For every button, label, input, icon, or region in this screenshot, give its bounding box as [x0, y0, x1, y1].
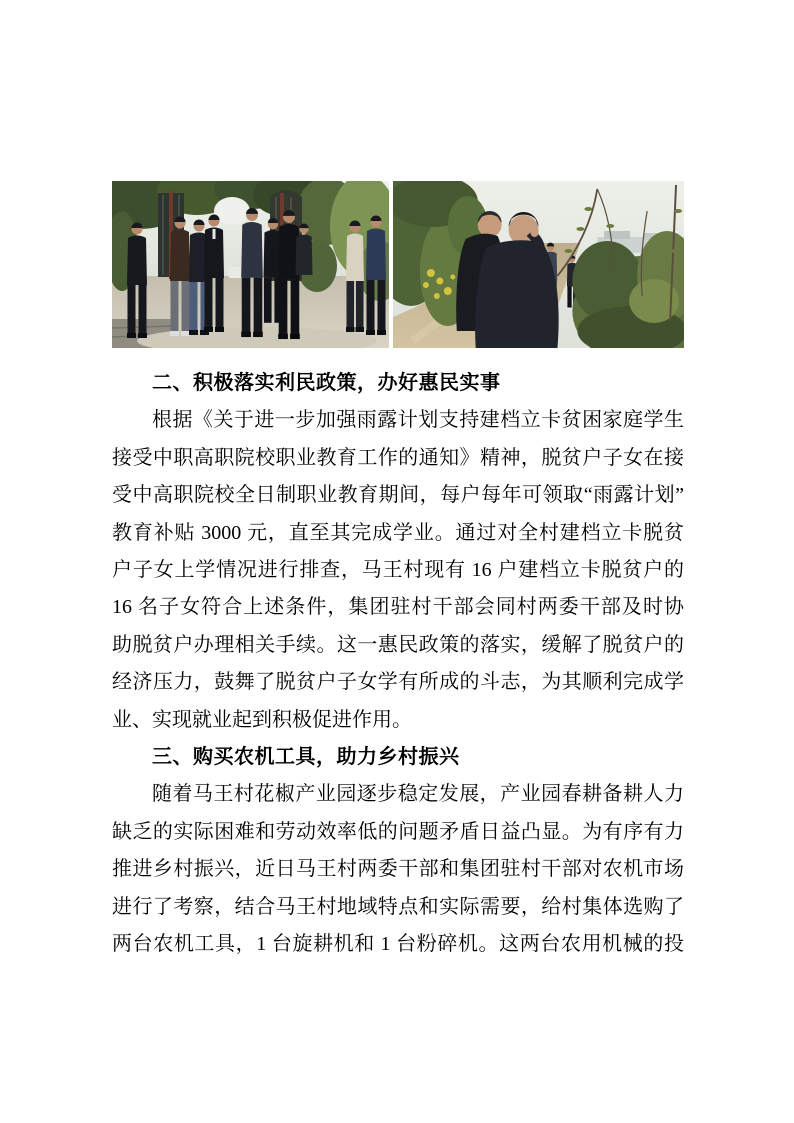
paragraph-line: 经济压力，鼓舞了脱贫户子女学有所成的斗志，为其顺利完成学 — [112, 671, 684, 694]
document-body — [112, 365, 684, 963]
paragraph-line: 接受中职高职院校职业教育工作的通知》精神，脱贫户子女在接 — [112, 446, 684, 469]
paragraph-line: 助脱贫户办理相关手续。这一惠民政策的落实，缓解了脱贫户的 — [112, 633, 684, 656]
paragraph-line: 受中高职院校全日制职业教育期间，每户每年可领取“雨露计划” — [112, 484, 684, 507]
paragraph-line: 缺乏的实际困难和劳动效率低的问题矛盾日益凸显。为有序有力 — [112, 820, 684, 843]
paragraph-line: 教育补贴 3000 元，直至其完成学业。通过对全村建档立卡脱贫 — [112, 521, 684, 544]
paragraph-line: 16 名子女符合上述条件，集团驻村干部会同村两委干部及时协 — [112, 596, 684, 619]
photo-row — [112, 181, 684, 348]
paragraph-line: 推进乡村振兴，近日马王村两委干部和集团驻村干部对农机市场 — [112, 858, 684, 881]
photo-left-illustration — [112, 181, 389, 348]
paragraph-line: 随着马王村花椒产业园逐步稳定发展，产业园春耕备耕人力 — [152, 783, 684, 806]
paragraph-line: 两台农机工具，1 台旋耕机和 1 台粉碎机。这两台农用机械的投 — [112, 932, 684, 955]
photo-village-road-group — [112, 181, 389, 348]
paragraph-line: 业、实现就业起到积极促进作用。 — [112, 708, 412, 731]
paragraph-line: 户子女上学情况进行排查，马王村现有 16 户建档立卡脱贫户的 — [112, 558, 684, 581]
paragraph-line: 根据《关于进一步加强雨露计划支持建档立卡贫困家庭学生 — [152, 409, 684, 432]
photo-right-illustration — [393, 181, 684, 348]
section-heading: 二、积极落实利民政策，办好惠民实事 — [152, 372, 501, 394]
paragraph-line: 进行了考察，结合马王村地域特点和实际需要，给村集体选购了 — [112, 895, 684, 918]
photo-field-path-inspection — [393, 181, 684, 348]
section-heading: 三、购买农机工具，助力乡村振兴 — [152, 745, 460, 768]
